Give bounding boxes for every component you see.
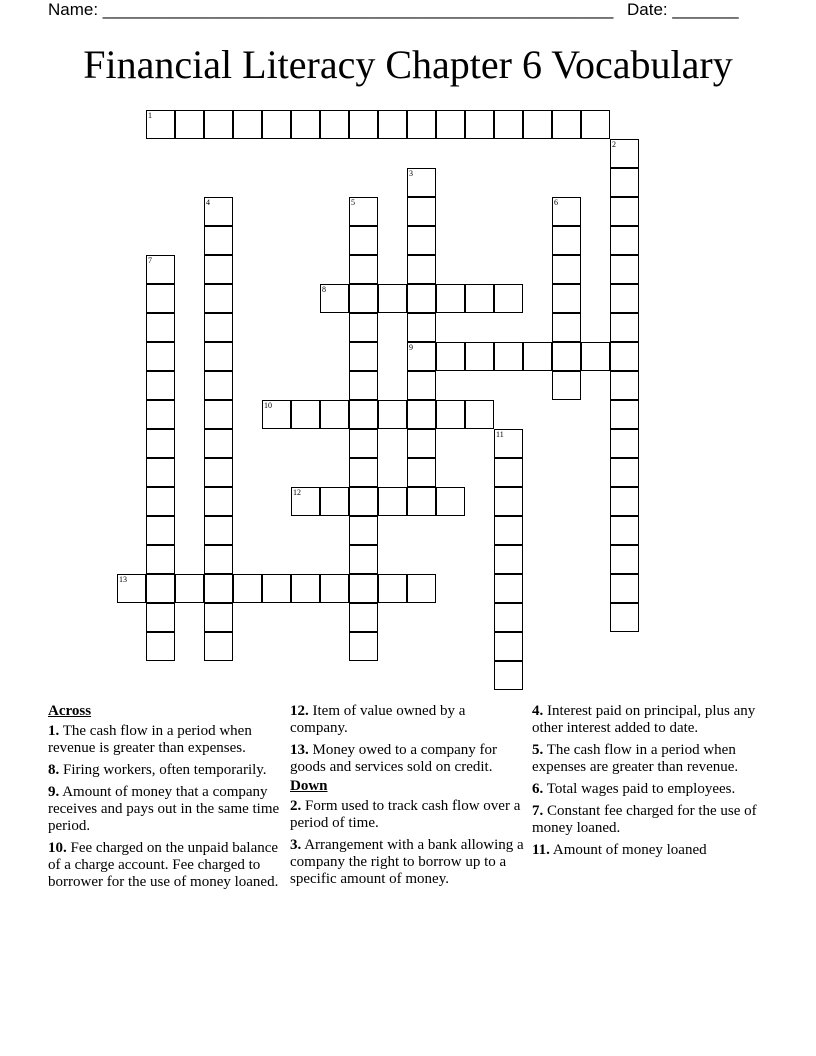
clues-column-1 [48,703,284,896]
clue-across-1: 1. The cash flow in a period when revenue is greater than expenses. [48,723,252,756]
grid-cell[interactable] [146,545,175,574]
grid-cell[interactable] [204,458,233,487]
grid-cell[interactable] [407,313,436,342]
grid-cell[interactable] [146,603,175,632]
grid-cell[interactable] [610,516,639,545]
grid-cell[interactable] [494,342,523,371]
grid-cell[interactable] [320,574,349,603]
clue-number: 9 [409,343,413,352]
grid-cell[interactable] [204,545,233,574]
grid-cell[interactable] [494,487,523,516]
grid-cell[interactable] [407,226,436,255]
grid-cell[interactable] [349,516,378,545]
down-heading: Down [290,778,328,794]
grid-cell[interactable] [320,400,349,429]
grid-cell[interactable] [378,110,407,139]
grid-cell[interactable] [146,400,175,429]
grid-cell[interactable] [320,284,349,313]
clue-down-7: 7. Constant fee charged for the use of money loaned. [532,803,757,836]
grid-cell[interactable] [349,574,378,603]
grid-cell[interactable] [581,110,610,139]
grid-cell[interactable] [349,284,378,313]
grid-cell[interactable] [494,516,523,545]
grid-cell[interactable] [233,110,262,139]
clue-number: 13 [119,575,127,584]
grid-cell[interactable] [523,342,552,371]
grid-cell[interactable] [552,226,581,255]
grid-cell[interactable] [581,342,610,371]
grid-cell[interactable] [407,284,436,313]
grid-cell[interactable] [436,342,465,371]
clue-across-13: 13. Money owed to a company for goods and services sold on credit. [290,742,498,775]
grid-cell[interactable] [349,342,378,371]
grid-cell[interactable] [378,574,407,603]
grid-cell[interactable] [291,487,320,516]
grid-cell[interactable] [494,110,523,139]
grid-cell[interactable] [552,110,581,139]
clue-down-11: 11. Amount of money loaned [532,842,707,858]
grid-cell[interactable] [465,284,494,313]
clue-across-10: 10. Fee charged on the unpaid balance of a charge account. Fee charged to borrower for the use of money loaned. [48,840,279,890]
grid-cell[interactable] [407,168,436,197]
grid-cell[interactable] [146,371,175,400]
grid-cell[interactable] [465,342,494,371]
grid-cell[interactable] [262,574,291,603]
grid-cell[interactable] [407,255,436,284]
grid-cell[interactable] [610,313,639,342]
grid-cell[interactable] [436,400,465,429]
grid-cell[interactable] [349,226,378,255]
grid-cell[interactable] [204,632,233,661]
grid-cell[interactable] [436,487,465,516]
grid-cell[interactable] [349,255,378,284]
grid-cell[interactable] [204,371,233,400]
grid-cell[interactable] [204,255,233,284]
grid-cell[interactable] [610,342,639,371]
grid-cell[interactable] [407,342,436,371]
grid-cell[interactable] [291,574,320,603]
grid-cell[interactable] [320,487,349,516]
grid-cell[interactable] [175,110,204,139]
grid-cell[interactable] [610,139,639,168]
clue-number: 8 [322,285,326,294]
grid-cell[interactable] [378,487,407,516]
grid-cell[interactable] [494,632,523,661]
across-heading: Across [48,703,92,719]
grid-cell[interactable] [610,400,639,429]
clue-across-9: 9. Amount of money that a company receives and pays out in the same time period. [48,784,280,834]
grid-cell[interactable] [407,197,436,226]
grid-cell[interactable] [146,342,175,371]
grid-cell[interactable] [349,429,378,458]
grid-cell[interactable] [552,313,581,342]
grid-cell[interactable] [436,110,465,139]
grid-cell[interactable] [494,545,523,574]
grid-cell[interactable] [610,371,639,400]
clue-number: 11 [496,430,504,439]
grid-cell[interactable] [320,110,349,139]
grid-cell[interactable] [349,400,378,429]
grid-cell[interactable] [262,110,291,139]
clue-down-5: 5. The cash flow in a period when expenses are greater than revenue. [532,742,739,775]
date-field-label: Date: _______ [627,0,739,19]
grid-cell[interactable] [407,458,436,487]
grid-cell[interactable] [349,313,378,342]
grid-cell[interactable] [552,371,581,400]
grid-cell[interactable] [610,429,639,458]
clue-number: 12 [293,488,301,497]
grid-cell[interactable] [610,574,639,603]
grid-cell[interactable] [204,226,233,255]
grid-cell[interactable] [146,284,175,313]
grid-cell[interactable] [378,400,407,429]
grid-cell[interactable] [552,342,581,371]
clue-number: 6 [554,198,558,207]
grid-cell[interactable] [146,255,175,284]
name-field-label: Name: ______________________________________________________ [48,0,614,19]
grid-cell[interactable] [610,458,639,487]
page-title: Financial Literacy Chapter 6 Vocabulary [83,42,733,87]
grid-cell[interactable] [204,284,233,313]
grid-cell[interactable] [407,371,436,400]
grid-cell[interactable] [146,574,175,603]
grid-cell[interactable] [552,197,581,226]
grid-cell[interactable] [349,110,378,139]
grid-cell[interactable] [349,632,378,661]
grid-cell[interactable] [349,603,378,632]
grid-cell[interactable] [233,574,262,603]
clue-across-12: 12. Item of value owned by a company. [290,703,466,736]
grid-cell[interactable] [204,574,233,603]
grid-cell[interactable] [349,545,378,574]
clue-number: 4 [206,198,210,207]
clue-down-3: 3. Arrangement with a bank allowing a company the right to borrow up to a specific amount of money. [290,837,524,887]
grid-cell[interactable] [349,371,378,400]
clue-number: 3 [409,169,413,178]
grid-cell[interactable] [494,458,523,487]
grid-cell[interactable] [407,574,436,603]
grid-cell[interactable] [494,574,523,603]
grid-cell[interactable] [610,284,639,313]
grid-cell[interactable] [610,545,639,574]
grid-cell[interactable] [610,603,639,632]
grid-cell[interactable] [407,400,436,429]
grid-cell[interactable] [407,429,436,458]
clues-column-3 [532,703,768,864]
grid-cell[interactable] [204,110,233,139]
grid-cell[interactable] [407,110,436,139]
grid-cell[interactable] [204,516,233,545]
grid-cell[interactable] [204,197,233,226]
grid-cell[interactable] [146,516,175,545]
grid-cell[interactable] [204,487,233,516]
grid-cell[interactable] [610,487,639,516]
grid-cell[interactable] [204,313,233,342]
clue-across-8: 8. Firing workers, often temporarily. [48,762,267,778]
grid-cell[interactable] [146,110,175,139]
grid-cell[interactable] [465,400,494,429]
clue-number: 5 [351,198,355,207]
grid-cell[interactable] [610,226,639,255]
grid-cell[interactable] [146,487,175,516]
grid-cell[interactable] [494,429,523,458]
grid-cell[interactable] [291,400,320,429]
grid-cell[interactable] [465,110,494,139]
clue-number: 2 [612,140,616,149]
grid-cell[interactable] [436,284,465,313]
clue-number: 1 [148,111,152,120]
grid-cell[interactable] [494,284,523,313]
grid-cell[interactable] [610,255,639,284]
grid-cell[interactable] [204,342,233,371]
grid-cell[interactable] [146,632,175,661]
grid-cell[interactable] [146,313,175,342]
clue-down-6: 6. Total wages paid to employees. [532,781,736,797]
clue-down-4: 4. Interest paid on principal, plus any other interest added to date. [532,703,756,736]
grid-cell[interactable] [146,458,175,487]
grid-cell[interactable] [291,110,320,139]
grid-cell[interactable] [494,603,523,632]
grid-cell[interactable] [204,429,233,458]
clues-column-2 [290,703,526,893]
grid-cell[interactable] [610,197,639,226]
clue-down-2: 2. Form used to track cash flow over a period of time. [290,798,521,831]
grid-cell[interactable] [552,255,581,284]
grid-cell[interactable] [523,110,552,139]
grid-cell[interactable] [175,574,204,603]
grid-cell[interactable] [349,487,378,516]
clue-number: 7 [148,256,152,265]
grid-cell[interactable] [204,400,233,429]
clue-number: 10 [264,401,272,410]
grid-cell[interactable] [204,603,233,632]
grid-cell[interactable] [552,284,581,313]
grid-cell[interactable] [610,168,639,197]
grid-cell[interactable] [349,197,378,226]
grid-cell[interactable] [146,429,175,458]
grid-cell[interactable] [407,487,436,516]
grid-cell[interactable] [117,574,146,603]
grid-cell[interactable] [378,284,407,313]
grid-cell[interactable] [262,400,291,429]
grid-cell[interactable] [494,661,523,690]
grid-cell[interactable] [349,458,378,487]
